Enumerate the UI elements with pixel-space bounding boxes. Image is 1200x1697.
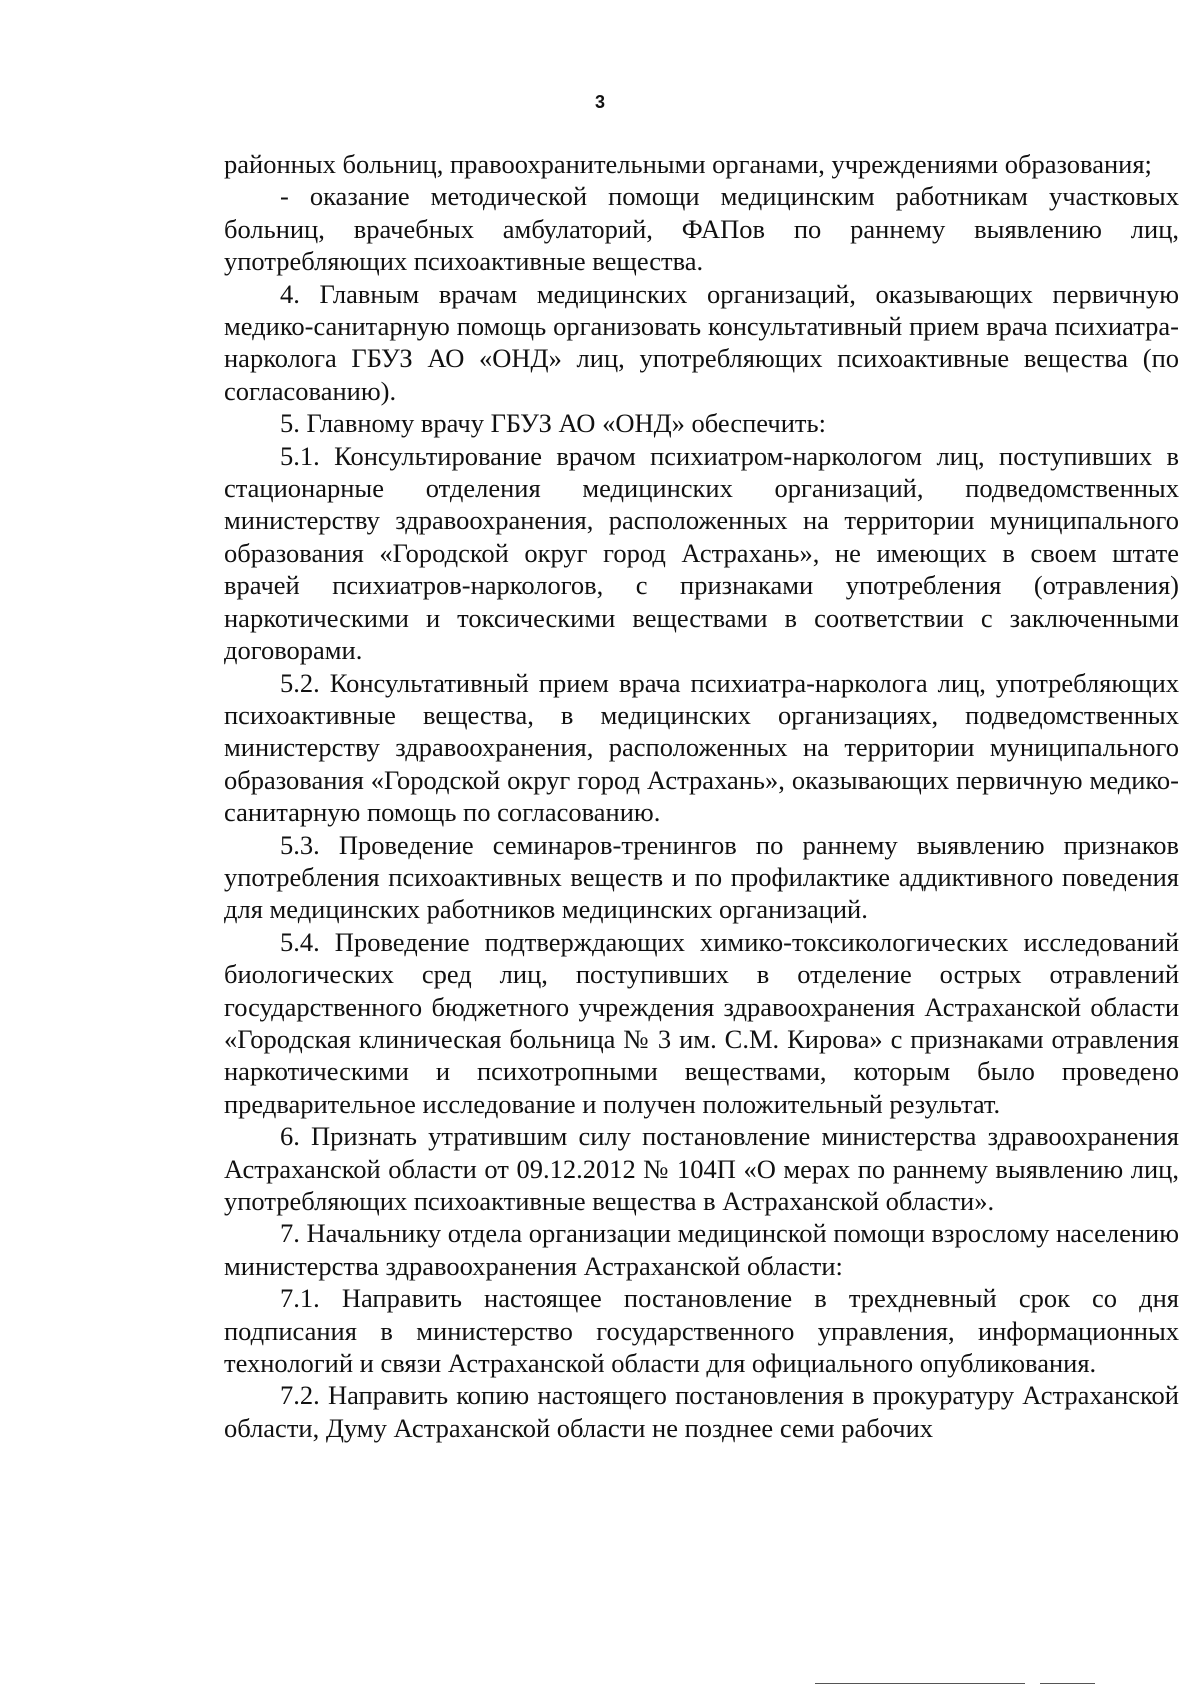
paragraph-item-5-2: 5.2. Консультативный прием врача психиатра-нарколога лиц, употребляющих психоактивные вещества, в медицинских организациях, подведомственных министерству здравоохранения, расположенных на территории муниципального образования «Городской округ город Астрахань», оказывающих первичную медико-санитарную помощь по согласованию. [224, 667, 1179, 828]
paragraph-item-7-1: 7.1. Направить настоящее постановление в трехдневный срок со дня подписания в министерство государственного управления, информационных технологий и связи Астраханской области для официального опубликования. [224, 1283, 1179, 1379]
page-number: 3 [594, 92, 605, 112]
footer-divider [815, 1683, 1025, 1684]
paragraph-item-5-4: 5.4. Проведение подтверждающих химико-токсикологических исследований биологических сред лиц, поступивших в отделение острых отравлений государственного бюджетного учреждения здравоохранения Астраханской области «Городская клиническая больница № 3 им. С.М. Кирова» с признаками отравления наркотическими и психотропными веществами, которым было проведено предварительное исследование и получен положительный результат. [224, 926, 1179, 1119]
footer-divider [1040, 1683, 1095, 1684]
document-body [224, 148, 1179, 1444]
paragraph-item-6: 6. Признать утратившим силу постановление министерства здравоохранения Астраханской области от 09.12.2012 № 104П «О мерах по раннему выявлению лиц, употребляющих психоактивные вещества в Астраханской области». [224, 1121, 1179, 1216]
paragraph-item-5-3: 5.3. Проведение семинаров-тренингов по раннему выявлению признаков употребления психоактивных веществ и по профилактике аддиктивного поведения для медицинских работников медицинских организаций. [224, 829, 1179, 925]
paragraph-item-5-1: 5.1. Консультирование врачом психиатром-наркологом лиц, поступивших в стационарные отделения медицинских организаций, подведомственных министерству здравоохранения, расположенных на территории муниципального образования «Городской округ город Астрахань», не имеющих в своем штате врачей психиатров-наркологов, с признаками употребления (отравления) наркотическими и токсическими веществами в соответствии с заключенными договорами. [224, 440, 1179, 666]
paragraph-item-4: 4. Главным врачам медицинских организаций, оказывающих первичную медико-санитарную помощь организовать консультативный прием врача психиатра-нарколога ГБУЗ АО «ОНД» лиц, употребляющих психоактивные вещества (по согласованию). [224, 278, 1179, 406]
paragraph-continuation: районных больниц, правоохранительными органами, учреждениями образования; [224, 149, 1152, 179]
paragraph-item-7: 7. Начальнику отдела организации медицинской помощи взрослому населению министерства здравоохранения Астраханской области: [224, 1218, 1179, 1281]
paragraph-methodical-help: - оказание методической помощи медицинским работникам участковых больниц, врачебных амбулаторий, ФАПов по раннему выявлению лиц, употребляющих психоактивные вещества. [224, 181, 1179, 277]
paragraph-item-7-2: 7.2. Направить копию настоящего постановления в прокуратуру Астраханской области, Думу Астраханской области не позднее семи рабочих [224, 1380, 1179, 1443]
paragraph-item-5: 5. Главному врачу ГБУЗ АО «ОНД» обеспечить: [280, 408, 826, 439]
